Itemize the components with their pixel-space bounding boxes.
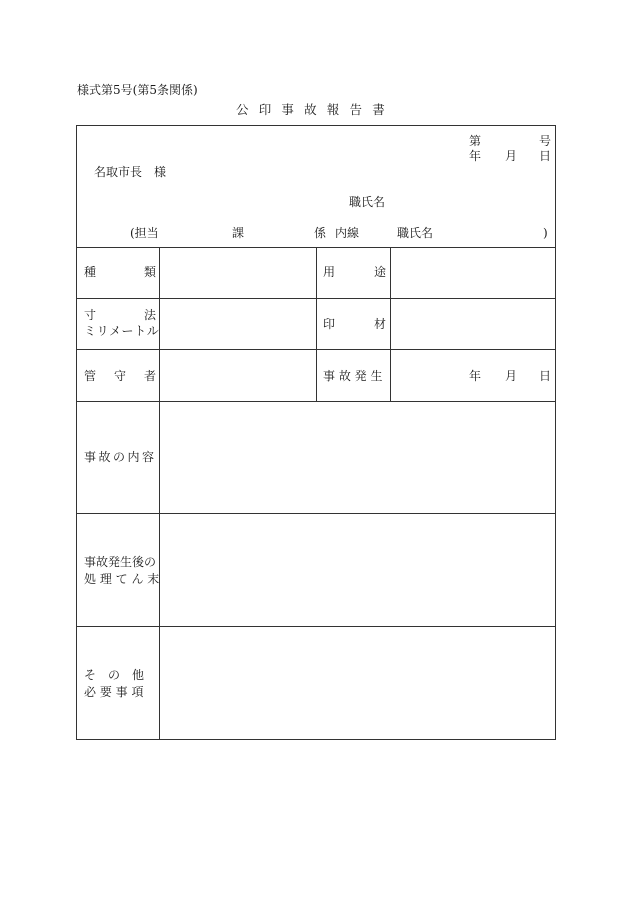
form-reference: 様式第5号(第5条関係) <box>77 83 198 97</box>
occurrence-label: 事 故 発 生 <box>323 369 383 383</box>
contact-subsection: 係 <box>314 226 327 240</box>
occurrence-month-label: 月 <box>505 369 518 383</box>
other-items-label: そ の 他 <box>84 668 145 682</box>
use-label: 途 <box>374 265 387 279</box>
kind-label: 種 <box>84 265 97 279</box>
reporter-title-name: 職氏名 <box>349 195 386 209</box>
after-processing-label: 処 理 て ん 末 <box>84 572 160 586</box>
contact-title-name: 職氏名 <box>397 226 434 240</box>
material-label: 材 <box>374 317 387 331</box>
contact-section: 課 <box>232 226 245 240</box>
keeper-label: 管 守 者 <box>84 369 160 383</box>
divider <box>77 513 555 514</box>
number-suffix: 号 <box>539 134 552 148</box>
divider <box>390 247 391 401</box>
kind-label: 類 <box>144 265 157 279</box>
divider <box>316 247 317 401</box>
number-prefix: 第 <box>469 134 482 148</box>
divider <box>77 401 555 402</box>
report-form <box>76 125 556 740</box>
contact-close: ) <box>543 226 548 240</box>
content-label: 事故の内容 <box>84 450 157 464</box>
contact-open: (担当 <box>130 226 159 240</box>
material-label: 印 <box>323 317 336 331</box>
date-year-label: 年 <box>469 149 482 163</box>
divider <box>159 247 160 740</box>
occurrence-year-label: 年 <box>469 369 482 383</box>
divider <box>77 626 555 627</box>
addressee: 名取市長 様 <box>94 165 167 179</box>
date-month-label: 月 <box>505 149 518 163</box>
occurrence-day-label: 日 <box>539 369 552 383</box>
after-processing-label: 事故発生後の <box>84 555 157 569</box>
size-unit-label: ミリメートル <box>84 324 160 338</box>
size-label: 法 <box>144 308 157 322</box>
form-title: 公印事故報告書 <box>236 102 395 117</box>
other-items-label: 必 要 事 項 <box>84 685 144 699</box>
contact-extension: 内線 <box>335 226 360 240</box>
date-day-label: 日 <box>539 149 552 163</box>
use-label: 用 <box>323 265 336 279</box>
size-label: 寸 <box>84 308 97 322</box>
